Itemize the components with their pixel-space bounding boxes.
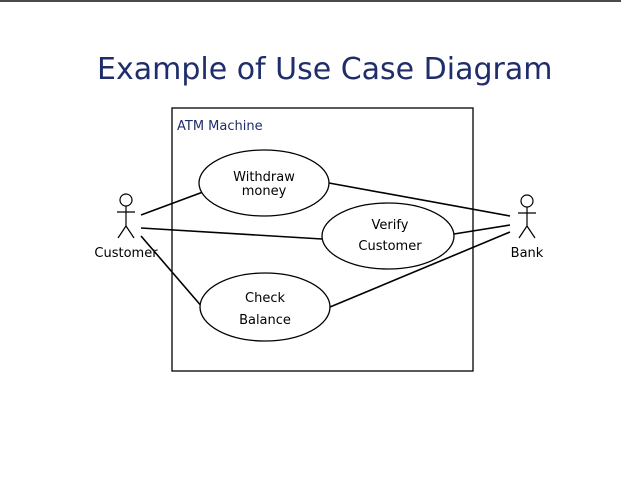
customer-actor-icon xyxy=(117,194,135,238)
system-label: ATM Machine xyxy=(177,119,263,134)
use-case-verify-line2: Customer xyxy=(358,239,422,254)
use-case-check-line2: Balance xyxy=(239,313,291,328)
use-case-withdraw-line1: Withdraw xyxy=(233,170,295,185)
use-case-check xyxy=(200,273,330,341)
assoc-customer-verify xyxy=(141,228,322,239)
actor-bank-label: Bank xyxy=(510,246,544,261)
page-title: Example of Use Case Diagram xyxy=(97,52,553,87)
use-case-check-line1: Check xyxy=(245,291,285,306)
use-case-withdraw-line2: money xyxy=(241,184,287,199)
assoc-verify-bank xyxy=(454,225,510,234)
bank-actor-icon xyxy=(518,195,536,238)
actor-customer-label: Customer xyxy=(94,246,158,261)
use-case-verify xyxy=(322,203,454,269)
use-case-verify-line1: Verify xyxy=(371,218,409,233)
